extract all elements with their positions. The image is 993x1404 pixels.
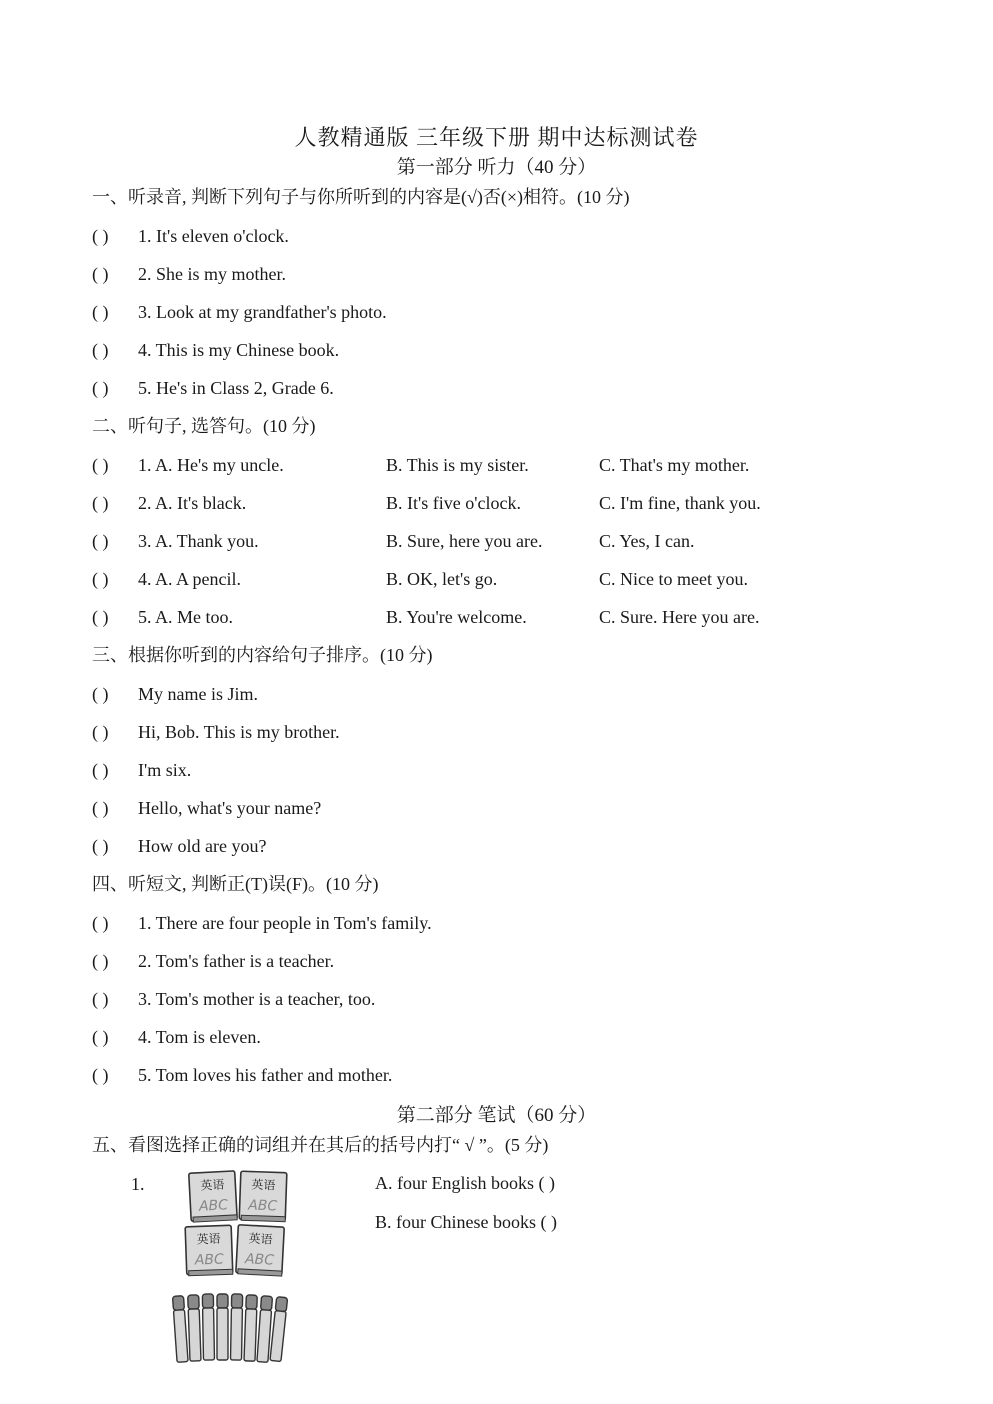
item-text: My name is Jim. <box>138 684 258 704</box>
answer-blank[interactable]: ( ) <box>92 1065 109 1085</box>
option-b-chinese-books[interactable]: B. four Chinese books ( ) <box>375 1212 557 1232</box>
item-text: 5. Tom loves his father and mother. <box>138 1065 393 1085</box>
item-text: Hello, what's your name? <box>138 798 322 818</box>
answer-blank[interactable]: ( ) <box>92 607 109 627</box>
option-a: 4. A. A pencil. <box>138 569 241 589</box>
list-item <box>92 835 912 857</box>
list-item <box>92 568 912 590</box>
svg-text:ABC: ABC <box>198 1197 229 1215</box>
book-icon <box>185 1225 233 1276</box>
answer-blank[interactable]: ( ) <box>92 264 109 284</box>
list-item <box>92 721 912 743</box>
list-item <box>92 988 912 1010</box>
option-b: B. It's five o'clock. <box>386 493 521 513</box>
option-b: B. You're welcome. <box>386 607 527 627</box>
option-c: C. Nice to meet you. <box>599 569 748 589</box>
option-b: B. Sure, here you are. <box>386 531 543 551</box>
option-c: C. Yes, I can. <box>599 531 695 551</box>
svg-text:英语: 英语 <box>251 1177 276 1193</box>
pen-icon <box>244 1295 257 1361</box>
list-item <box>92 797 912 819</box>
answer-blank[interactable]: ( ) <box>92 378 109 398</box>
answer-blank[interactable]: ( ) <box>92 913 109 933</box>
answer-blank[interactable]: ( ) <box>92 531 109 551</box>
answer-blank[interactable]: ( ) <box>92 798 109 818</box>
list-item <box>92 530 912 552</box>
item-text: 1. There are four people in Tom's family. <box>138 913 432 933</box>
svg-text:ABC: ABC <box>247 1197 278 1215</box>
item-text: How old are you? <box>138 836 267 856</box>
page-title: 人教精通版 三年级下册 期中达标测试卷 <box>294 125 699 150</box>
list-item <box>92 1026 912 1048</box>
option-a: 1. A. He's my uncle. <box>138 455 284 475</box>
list-item <box>92 912 912 934</box>
part2-title: 第二部分 笔试（60 分） <box>396 1105 597 1126</box>
pen-icon <box>231 1294 243 1360</box>
list-item <box>92 683 912 705</box>
list-item <box>92 759 912 781</box>
english-books-image <box>180 1168 292 1280</box>
section3-heading: 三、根据你听到的内容给句子排序。(10 分) <box>92 645 433 665</box>
question-number: 1. <box>131 1174 145 1194</box>
answer-blank[interactable]: ( ) <box>92 1027 109 1047</box>
answer-blank[interactable]: ( ) <box>92 302 109 322</box>
item-text: 3. Tom's mother is a teacher, too. <box>138 989 376 1009</box>
list-item <box>92 225 912 247</box>
pen-icon <box>173 1296 189 1363</box>
pen-icon <box>217 1294 228 1360</box>
item-text: 5. He's in Class 2, Grade 6. <box>138 378 334 398</box>
option-b: B. This is my sister. <box>386 455 529 475</box>
svg-text:英语: 英语 <box>196 1231 221 1247</box>
list-item <box>92 606 912 628</box>
pens-image <box>170 1292 292 1370</box>
answer-blank[interactable]: ( ) <box>92 684 109 704</box>
list-item <box>92 377 912 399</box>
section5-heading: 五、看图选择正确的词组并在其后的括号内打“ √ ”。(5 分) <box>92 1135 549 1155</box>
option-a: 2. A. It's black. <box>138 493 247 513</box>
item-text: 4. This is my Chinese book. <box>138 340 340 360</box>
option-b: B. OK, let's go. <box>386 569 498 589</box>
svg-text:英语: 英语 <box>200 1177 225 1193</box>
list-item <box>92 301 912 323</box>
answer-blank[interactable]: ( ) <box>92 951 109 971</box>
answer-blank[interactable]: ( ) <box>92 340 109 360</box>
item-text: 3. Look at my grandfather's photo. <box>138 302 387 322</box>
answer-blank[interactable]: ( ) <box>92 760 109 780</box>
list-item <box>92 1064 912 1086</box>
list-item <box>92 950 912 972</box>
answer-blank[interactable]: ( ) <box>92 226 109 246</box>
answer-blank[interactable]: ( ) <box>92 455 109 475</box>
book-icon <box>236 1225 285 1276</box>
list-item <box>92 492 912 514</box>
svg-text:ABC: ABC <box>244 1251 275 1269</box>
pen-icon <box>188 1295 201 1361</box>
list-item <box>92 454 912 476</box>
answer-blank[interactable]: ( ) <box>92 493 109 513</box>
list-item <box>92 339 912 361</box>
section4-heading: 四、听短文, 判断正(T)误(F)。(10 分) <box>92 874 379 894</box>
svg-text:ABC: ABC <box>194 1251 225 1269</box>
option-c: C. Sure. Here you are. <box>599 607 760 627</box>
item-text: 2. Tom's father is a teacher. <box>138 951 335 971</box>
item-text: I'm six. <box>138 760 192 780</box>
pen-icon <box>270 1297 288 1362</box>
item-text: 4. Tom is eleven. <box>138 1027 261 1047</box>
book-icon <box>189 1171 238 1222</box>
answer-blank[interactable]: ( ) <box>92 722 109 742</box>
item-text: 1. It's eleven o'clock. <box>138 226 289 246</box>
section1-heading: 一、听录音, 判断下列句子与你所听到的内容是(√)否(×)相符。(10 分) <box>92 187 630 207</box>
pen-icon <box>202 1294 214 1360</box>
part1-title: 第一部分 听力（40 分） <box>396 157 597 178</box>
item-text: Hi, Bob. This is my brother. <box>138 722 340 742</box>
option-c: C. That's my mother. <box>599 455 750 475</box>
option-a: 3. A. Thank you. <box>138 531 259 551</box>
option-c: C. I'm fine, thank you. <box>599 493 761 513</box>
option-a: 5. A. Me too. <box>138 607 234 627</box>
section2-heading: 二、听句子, 选答句。(10 分) <box>92 416 316 436</box>
item-text: 2. She is my mother. <box>138 264 286 284</box>
svg-text:英语: 英语 <box>248 1231 273 1247</box>
answer-blank[interactable]: ( ) <box>92 836 109 856</box>
answer-blank[interactable]: ( ) <box>92 989 109 1009</box>
answer-blank[interactable]: ( ) <box>92 569 109 589</box>
book-icon <box>239 1171 287 1222</box>
option-a-english-books[interactable]: A. four English books ( ) <box>375 1173 555 1193</box>
list-item <box>92 263 912 285</box>
